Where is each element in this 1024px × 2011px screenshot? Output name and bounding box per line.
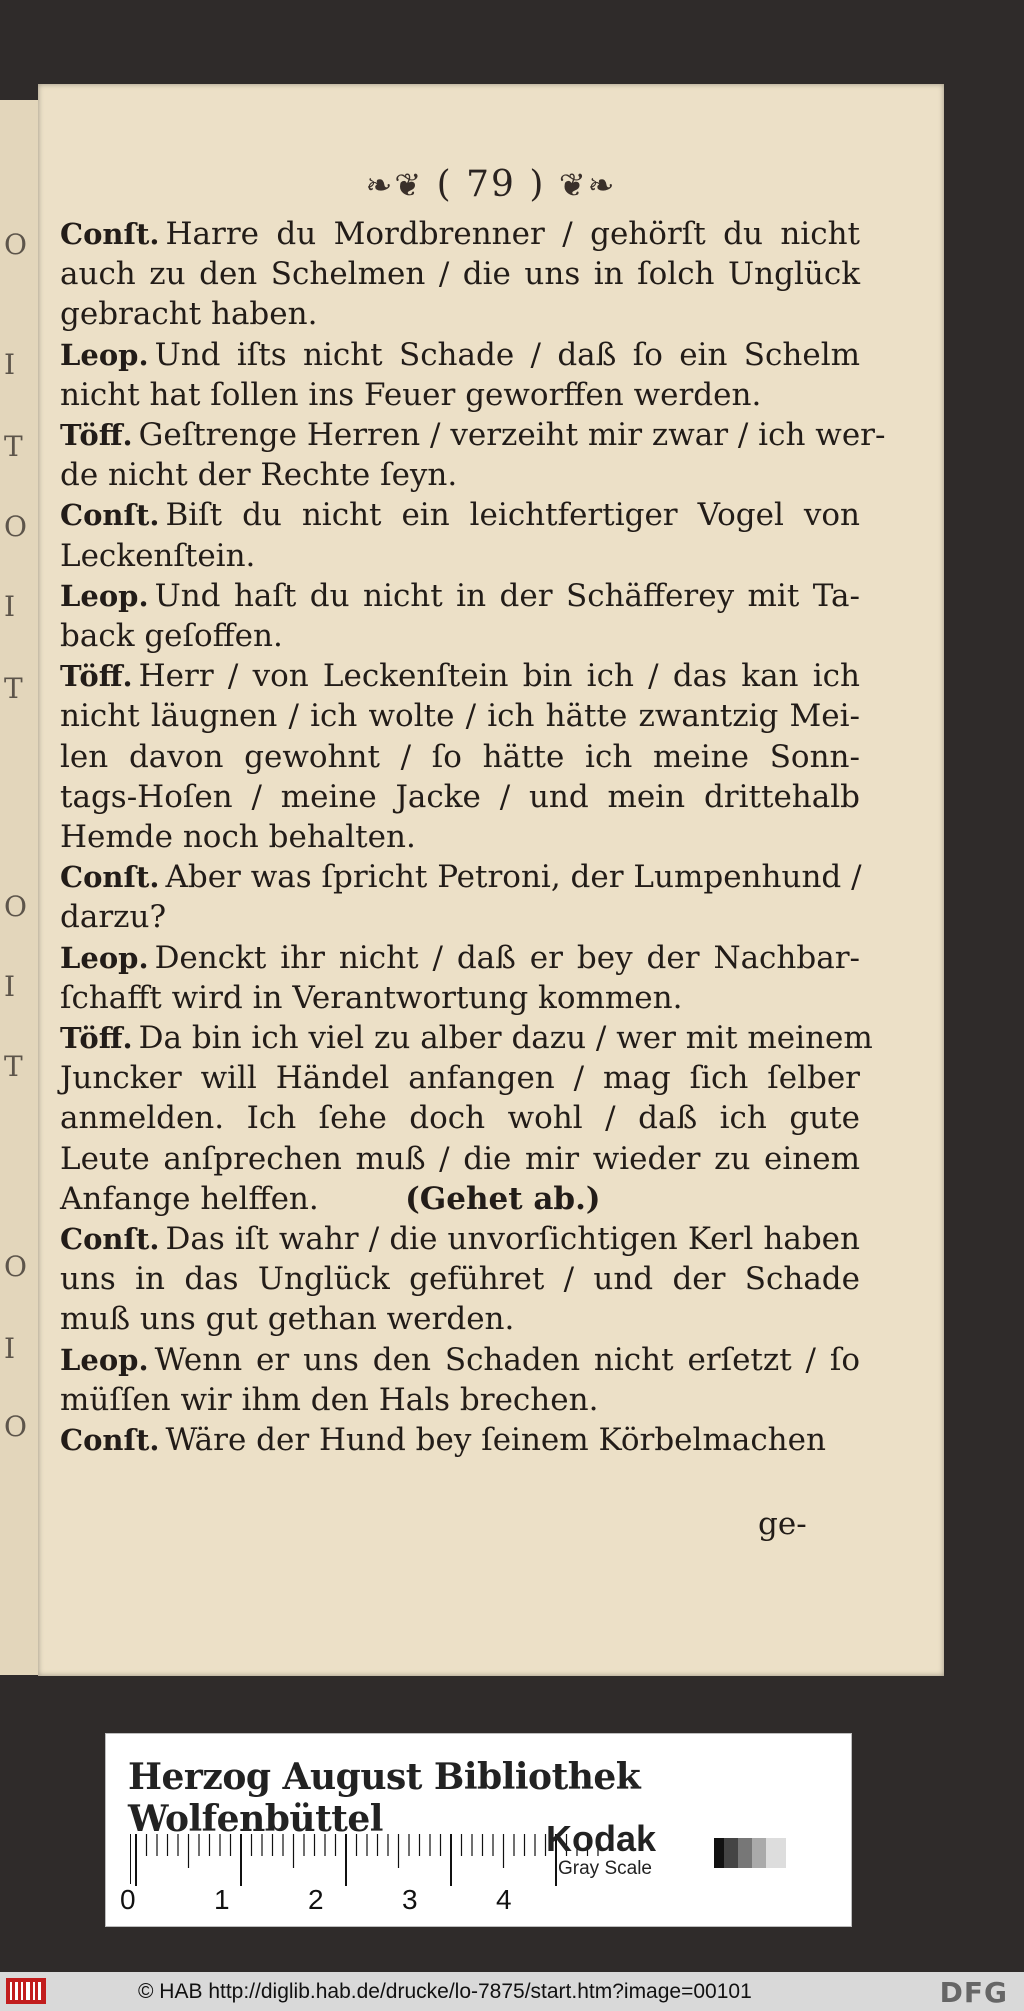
dfg-logo: DFG [939, 1976, 1008, 2009]
ruler-number: 3 [402, 1884, 418, 1915]
prev-page-mark: I [4, 590, 16, 623]
speaker-label: Conſt. [60, 498, 160, 533]
speaker-label: Leop. [60, 940, 149, 975]
dialogue-text [60, 214, 886, 1460]
line-text: Harre du Mordbrenner / gehörſt du nicht [165, 216, 860, 252]
text-line [60, 656, 860, 696]
line-text: Hemde noch behalten. [60, 819, 416, 856]
line-text: anmelden. Ich ſehe doch wohl / daß ich gute [60, 1100, 860, 1137]
line-text: back geſoffen. [60, 618, 283, 655]
text-line [60, 1380, 860, 1420]
prev-page-mark: I [4, 1332, 16, 1365]
right-ornament-icon: ❦❧ [558, 166, 617, 204]
speaker-label: Töff. [60, 659, 133, 694]
text-line [60, 897, 860, 937]
stage-direction: (Gehet ab.) [318, 1180, 601, 1217]
line-text: Das iſt wahr / die unvorſichtigen Kerl haben [165, 1221, 860, 1258]
line-text: Herr / von Leckenſtein bin ich / das kan ich [138, 658, 860, 695]
line-text: muß uns gut gethan werden. [60, 1301, 515, 1338]
line-text: Wäre der Hund bey ſeinem Körbelmachen [165, 1422, 826, 1459]
text-line [60, 817, 860, 857]
line-text: Da bin ich viel zu alber dazu / wer mit meinem [138, 1020, 873, 1057]
catchword: ge- [758, 1506, 807, 1542]
text-line [60, 1179, 860, 1219]
prev-page-mark: I [4, 348, 16, 381]
page-number: ( 79 ) [436, 164, 546, 205]
speech-11 [60, 1420, 860, 1460]
line-text: nicht läugnen / ich wolte / ich hätte zwantzig Mei- [60, 698, 860, 735]
text-line [60, 495, 860, 535]
line-text: Geſtrenge Herren / verzeiht mir zwar / ich wer- [138, 417, 886, 454]
text-line [60, 375, 860, 415]
speech-1 [60, 335, 860, 415]
text-line [60, 254, 860, 294]
text-line [60, 415, 886, 455]
line-text: len davon gewohnt / ſo hätte ich meine Sonn- [60, 738, 860, 775]
line-text: Leute anſprechen muß / die mir wieder zu einem [60, 1140, 860, 1177]
line-text: nicht hat ſollen ins Feuer geworffen werden. [60, 376, 762, 413]
speaker-label: Conſt. [60, 217, 160, 251]
prev-page-mark: O [4, 1250, 27, 1283]
prev-page-mark: I [4, 970, 16, 1003]
prev-page-mark: O [4, 228, 27, 261]
left-ornament-icon: ❧❦ [365, 166, 424, 204]
ruler-number: 4 [496, 1884, 512, 1915]
text-line [60, 1098, 860, 1138]
speaker-label: Leop. [60, 1342, 149, 1377]
ruler-number: 1 [214, 1884, 230, 1915]
previous-page-margin-marks [0, 100, 38, 1675]
speaker-label: Töff. [60, 418, 133, 453]
previous-page-edge [0, 100, 38, 1675]
brand-subtitle: Gray Scale [558, 1858, 652, 1879]
text-line [60, 1340, 860, 1380]
scan-calibration-card [105, 1733, 852, 1927]
text-line [60, 616, 860, 656]
line-text: Anfange helffen. [60, 1180, 319, 1217]
prev-page-mark: O [4, 510, 27, 543]
speaker-label: Conſt. [60, 1423, 160, 1458]
speaker-label: Conſt. [60, 860, 160, 895]
line-text: auch zu den Schelmen / die uns in ſolch Unglück [60, 256, 860, 293]
text-line [60, 1058, 860, 1098]
text-line [60, 1139, 860, 1179]
speech-3 [60, 495, 860, 575]
prev-page-mark: O [4, 890, 27, 923]
text-line [60, 978, 860, 1018]
line-text: de nicht der Rechte ſeyn. [60, 457, 458, 494]
text-line [60, 696, 860, 736]
speech-5 [60, 656, 860, 857]
prev-page-mark: T [4, 672, 23, 705]
speaker-label: Töff. [60, 1021, 133, 1056]
speech-9 [60, 1219, 860, 1340]
brand-name: Kodak [546, 1818, 657, 1859]
text-line [60, 938, 860, 978]
footer-copyright: © HAB http://diglib.hab.de/drucke/lo-7875/start.htm?image=00101 [138, 1980, 752, 2003]
text-line [60, 857, 862, 897]
speaker-label: Leop. [60, 337, 149, 372]
line-text: uns in das Unglück geführet / und der Schade [60, 1261, 860, 1298]
speaker-label: Conſt. [60, 1222, 160, 1257]
line-text: Juncker will Händel anfangen / mag ſich ſelber [60, 1060, 860, 1097]
ruler-number: 2 [308, 1884, 324, 1915]
speech-10 [60, 1340, 860, 1420]
line-text: darzu? [60, 899, 167, 936]
speech-8 [60, 1018, 873, 1219]
text-line [60, 1420, 860, 1460]
prev-page-mark: T [4, 430, 23, 463]
speech-0 [60, 214, 860, 335]
line-text: müſſen wir ihm den Hals brechen. [60, 1381, 599, 1418]
line-text: Aber was ſpricht Petroni, der Lumpenhund / [165, 859, 862, 896]
text-line [60, 1259, 860, 1299]
library-name: Herzog August Bibliothek Wolfenbüttel [128, 1756, 641, 1840]
prev-page-mark: O [4, 1410, 27, 1443]
text-line [60, 1018, 873, 1058]
ruler-number: 0 [120, 1884, 136, 1915]
line-text: Leckenſtein. [60, 537, 256, 574]
text-line [60, 214, 860, 254]
line-text: tags-Hoſen / meine Jacke / und mein drittehalb [60, 778, 860, 815]
line-text: Denckt ihr nicht / daß er bey der Nachbar- [154, 939, 860, 976]
text-line [60, 1219, 860, 1259]
speech-7 [60, 938, 860, 1018]
text-line [60, 777, 860, 817]
line-text: ſchafft wird in Verantwortung kommen. [60, 979, 683, 1016]
prev-page-mark: T [4, 1050, 23, 1083]
line-text: Wenn er uns den Schaden nicht erſetzt / ſo [154, 1341, 860, 1378]
gray-scale-swatch-icon [714, 1838, 786, 1868]
speech-6 [60, 857, 860, 937]
text-line [60, 1299, 860, 1339]
line-text: Und iſts nicht Schade / daß ſo ein Schelm [154, 336, 860, 373]
text-line [60, 536, 860, 576]
text-line [60, 737, 860, 777]
text-line [60, 294, 860, 334]
line-text: gebracht haben. [60, 296, 318, 333]
line-text: Und haſt du nicht in der Schäfferey mit Ta- [154, 577, 860, 614]
text-line [60, 335, 860, 375]
footer-bar [0, 1972, 1024, 2011]
barcode-icon [6, 1978, 46, 2004]
text-line [60, 576, 860, 616]
book-page [38, 84, 944, 1676]
speech-4 [60, 576, 860, 656]
page-header [38, 164, 944, 205]
speech-2 [60, 415, 886, 495]
speaker-label: Leop. [60, 578, 149, 613]
text-line [60, 455, 860, 495]
line-text: Biſt du nicht ein leichtfertiger Vogel von [165, 497, 860, 534]
